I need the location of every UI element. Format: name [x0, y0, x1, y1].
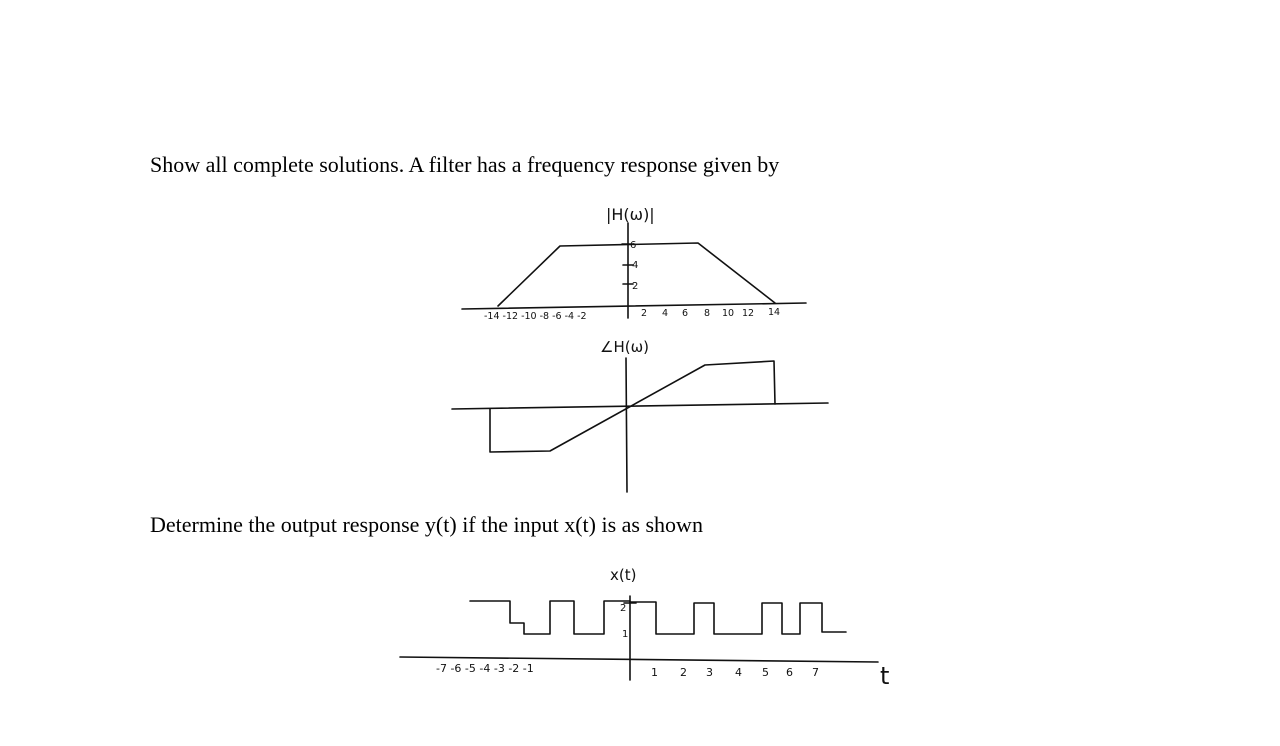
magnitude-x-label-14: 14 — [768, 307, 781, 318]
magnitude-x-label-12: 12 — [742, 308, 755, 319]
input-t-label-6: 6 — [786, 666, 793, 679]
input-t-label-2: 2 — [680, 666, 687, 679]
magnitude-x-label-8: 8 — [704, 308, 711, 319]
magnitude-x-label-4: 4 — [662, 308, 669, 319]
phase-title: ∠H(ω) — [600, 338, 649, 356]
magnitude-x-axis — [462, 303, 806, 309]
input-t-label-7: 7 — [812, 666, 819, 679]
problem-question-text: Determine the output response y(t) if the input x(t) is as shown — [150, 512, 703, 537]
magnitude-trapezoid-curve — [498, 243, 775, 306]
magnitude-y-label-4: 4 — [632, 260, 639, 271]
phase-y-axis — [626, 358, 627, 492]
magnitude-x-label-10: 10 — [722, 308, 735, 319]
input-title: x(t) — [610, 566, 637, 584]
input-square-wave — [470, 601, 846, 634]
input-t-label-4: 4 — [735, 666, 742, 679]
phase-x-axis — [452, 403, 828, 409]
input-t-label-1: 1 — [651, 666, 658, 679]
input-t-label-3: 3 — [706, 666, 713, 679]
magnitude-y-label-6: 6 — [630, 240, 637, 251]
magnitude-title: |H(ω)| — [606, 205, 655, 224]
magnitude-y-label-2: 2 — [632, 281, 639, 292]
input-y-label-2: 2 — [620, 603, 627, 614]
input-y-label-1: 1 — [622, 629, 629, 640]
magnitude-x-label-6: 6 — [682, 308, 689, 319]
input-t-labels-negative: -7 -6 -5 -4 -3 -2 -1 — [436, 662, 534, 675]
input-t-axis-label: t — [880, 662, 890, 690]
magnitude-x-labels-negative: -14 -12 -10 -8 -6 -4 -2 — [484, 311, 587, 322]
input-t-label-5: 5 — [762, 666, 769, 679]
problem-intro-text: Show all complete solutions. A filter has a frequency response given by — [150, 152, 780, 177]
magnitude-x-label-2: 2 — [641, 308, 648, 319]
